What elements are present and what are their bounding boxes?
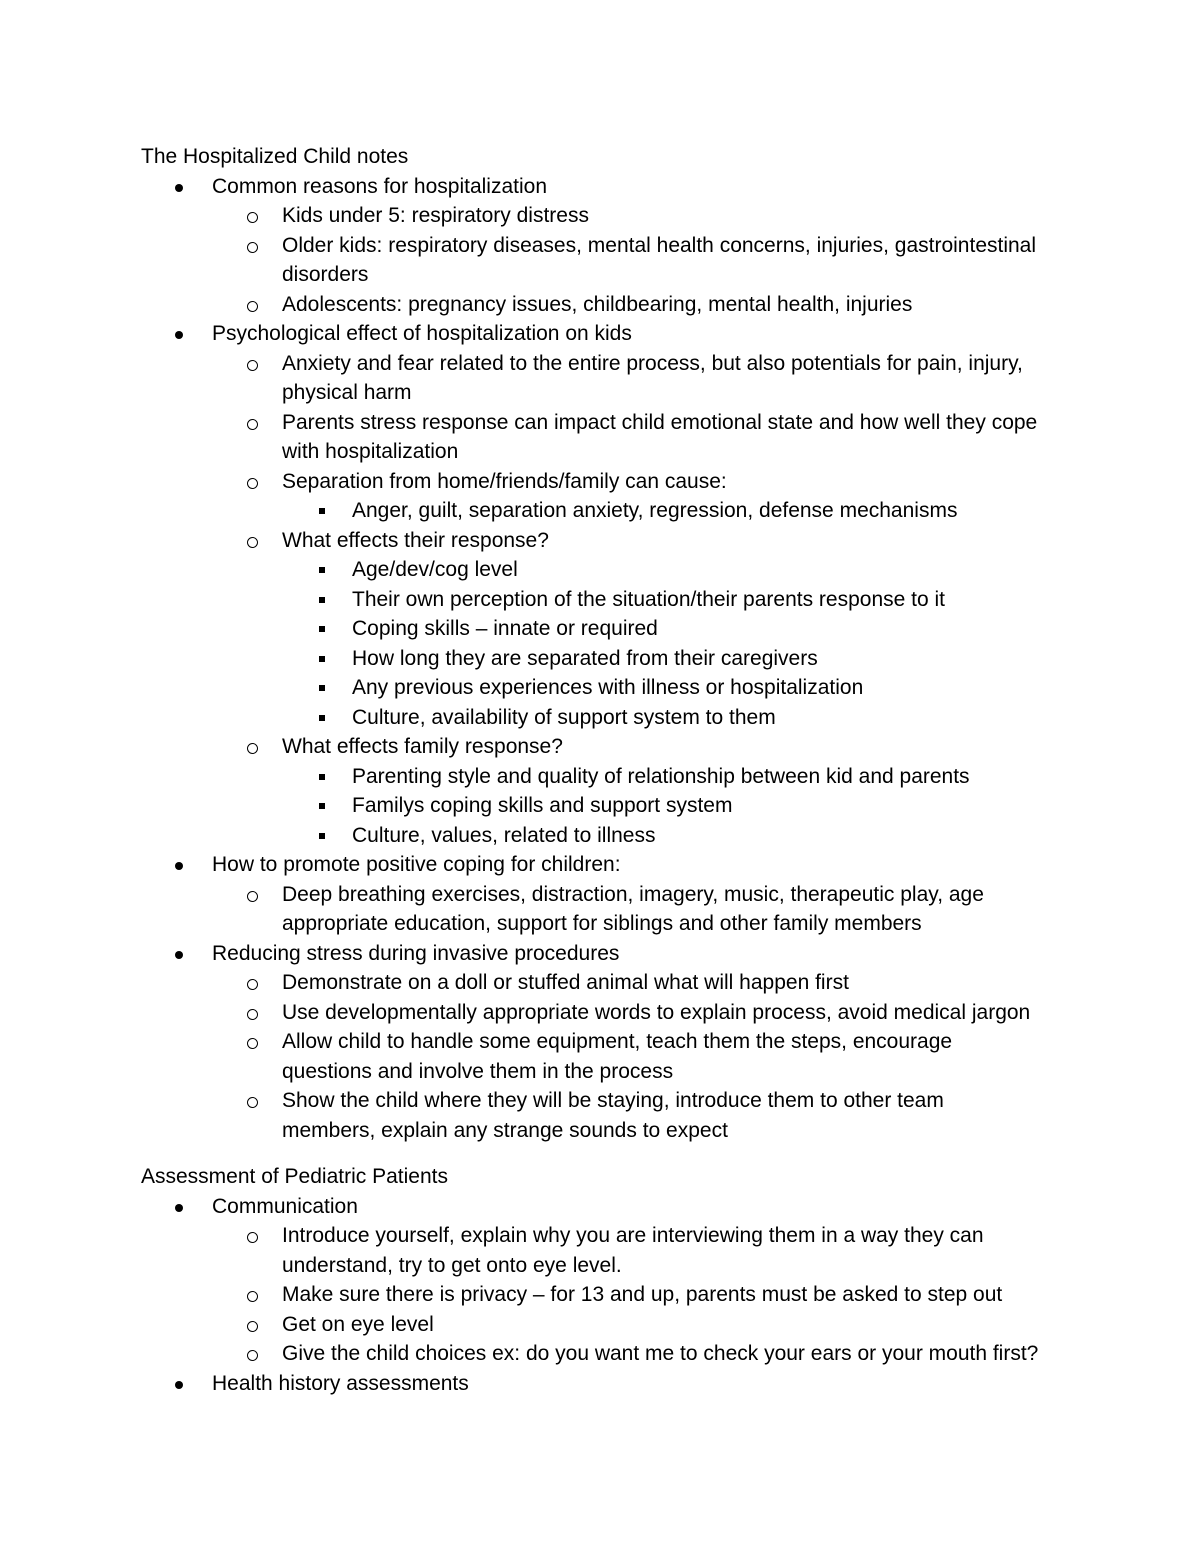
list-item	[141, 791, 1101, 821]
list-item	[141, 172, 1101, 320]
square-bullet-icon	[315, 585, 335, 615]
bullet-icon	[171, 939, 191, 969]
circle-bullet-icon	[245, 1221, 265, 1251]
list-item-text: Give the child choices ex: do you want me to check your ears or your mouth first?	[282, 1342, 1039, 1365]
list-item-text: Health history assessments	[212, 1371, 469, 1395]
circle-bullet-icon	[245, 998, 265, 1028]
list-item-text: Age/dev/cog level	[352, 558, 518, 581]
section-hospitalized-child	[141, 142, 1101, 1145]
list-item-text: Use developmentally appropriate words to explain process, avoid medical jargon	[282, 1000, 1031, 1024]
bullet-icon	[171, 172, 191, 202]
circle-bullet-icon	[245, 1310, 265, 1340]
list-item	[141, 1192, 1101, 1369]
list-item-text: Show the child where they will be staying, introduce them to other team members, explain any strange sounds to expect	[282, 1089, 944, 1142]
list-item-text: Adolescents: pregnancy issues, childbearing, mental health, injuries	[282, 292, 913, 316]
list-item-text: How to promote positive coping for children:	[212, 853, 621, 876]
list-item	[141, 290, 1101, 320]
list-item	[141, 821, 1101, 851]
list-item	[141, 614, 1101, 644]
list-item	[141, 496, 1101, 526]
list-item-text: Get on eye level	[282, 1312, 434, 1336]
section-heading: The Hospitalized Child notes	[141, 145, 409, 168]
list-item-text: Parents stress response can impact child emotional state and how well they cope with hospitalization	[282, 410, 1038, 463]
list-item-text: Anxiety and fear related to the entire process, but also potentials for pain, injury, physical harm	[282, 351, 1023, 404]
list-item-text: What effects their response?	[282, 528, 549, 552]
square-bullet-icon	[315, 821, 335, 851]
list-item	[141, 408, 1101, 467]
list-item-text: Kids under 5: respiratory distress	[282, 204, 589, 227]
list-item-text: Reducing stress during invasive procedures	[212, 941, 620, 965]
square-bullet-icon	[315, 673, 335, 703]
bullet-icon	[171, 850, 191, 880]
list-item	[141, 319, 1101, 850]
list-item-text: Culture, values, related to illness	[352, 823, 656, 847]
list-item-text: Older kids: respiratory diseases, mental health concerns, injuries, gastrointestinal disorders	[282, 233, 1037, 286]
list-item	[141, 1280, 1101, 1310]
list-item	[141, 1221, 1101, 1280]
circle-bullet-icon	[245, 880, 265, 910]
list-item	[141, 1339, 1101, 1369]
circle-bullet-icon	[245, 1086, 265, 1116]
list-item	[141, 585, 1101, 615]
section-pediatric-assessment	[141, 1162, 1101, 1398]
square-bullet-icon	[315, 762, 335, 792]
list-item-text: Anger, guilt, separation anxiety, regression, defense mechanisms	[352, 499, 958, 522]
section-heading: Assessment of Pediatric Patients	[141, 1165, 448, 1188]
list-item-text: Coping skills – innate or required	[352, 617, 658, 640]
list-item	[141, 526, 1101, 733]
list-item	[141, 231, 1101, 290]
circle-bullet-icon	[245, 1280, 265, 1310]
square-bullet-icon	[315, 644, 335, 674]
circle-bullet-icon	[245, 467, 265, 497]
list-item	[141, 939, 1101, 1146]
square-bullet-icon	[315, 703, 335, 733]
bullet-icon	[171, 319, 191, 349]
list-item-text: Their own perception of the situation/their parents response to it	[352, 587, 946, 611]
list-item	[141, 644, 1101, 674]
circle-bullet-icon	[245, 1027, 265, 1057]
list-item-text: How long they are separated from their caregivers	[352, 646, 818, 670]
list-item	[141, 762, 1101, 792]
list-item-text: Communication	[212, 1194, 358, 1218]
circle-bullet-icon	[245, 732, 265, 762]
list-item-text: Allow child to handle some equipment, teach them the steps, encourage questions and involve them in the process	[282, 1030, 953, 1083]
list-item-text: Familys coping skills and support system	[352, 794, 733, 817]
circle-bullet-icon	[245, 349, 265, 379]
bullet-icon	[171, 1369, 191, 1399]
list-item	[141, 1369, 1101, 1399]
list-item	[141, 1086, 1101, 1145]
list-item-text: What effects family response?	[282, 735, 563, 758]
list-item-text: Culture, availability of support system to them	[352, 705, 776, 729]
list-item	[141, 349, 1101, 408]
square-bullet-icon	[315, 614, 335, 644]
list-item	[141, 850, 1101, 939]
list-item-text: Make sure there is privacy – for 13 and up, parents must be asked to step out	[282, 1283, 1003, 1306]
list-item-text: Demonstrate on a doll or stuffed animal what will happen first	[282, 971, 849, 994]
list-item-text: Introduce yourself, explain why you are interviewing them in a way they can understand, try to get onto eye level.	[282, 1224, 984, 1277]
square-bullet-icon	[315, 555, 335, 585]
list-item	[141, 732, 1101, 850]
circle-bullet-icon	[245, 408, 265, 438]
circle-bullet-icon	[245, 201, 265, 231]
list-item	[141, 998, 1101, 1028]
list-item-text: Common reasons for hospitalization	[212, 174, 547, 198]
list-item-text: Any previous experiences with illness or hospitalization	[352, 676, 864, 699]
list-item-text: Psychological effect of hospitalization on kids	[212, 322, 632, 345]
bullet-icon	[171, 1192, 191, 1222]
list-item-text: Parenting style and quality of relationship between kid and parents	[352, 764, 970, 788]
circle-bullet-icon	[245, 1339, 265, 1369]
square-bullet-icon	[315, 791, 335, 821]
list-item	[141, 1310, 1101, 1340]
list-item	[141, 703, 1101, 733]
list-item	[141, 880, 1101, 939]
circle-bullet-icon	[245, 526, 265, 556]
bullet-list	[141, 172, 1101, 1146]
circle-bullet-icon	[245, 290, 265, 320]
list-item	[141, 1027, 1101, 1086]
list-item	[141, 673, 1101, 703]
list-item	[141, 968, 1101, 998]
list-item-text: Separation from home/friends/family can cause:	[282, 469, 727, 493]
list-item	[141, 555, 1101, 585]
list-item	[141, 201, 1101, 231]
bullet-list	[141, 1192, 1101, 1399]
circle-bullet-icon	[245, 968, 265, 998]
square-bullet-icon	[315, 496, 335, 526]
list-item-text: Deep breathing exercises, distraction, imagery, music, therapeutic play, age appropriate education, support for siblings and other family members	[282, 882, 984, 935]
list-item	[141, 467, 1101, 526]
circle-bullet-icon	[245, 231, 265, 261]
